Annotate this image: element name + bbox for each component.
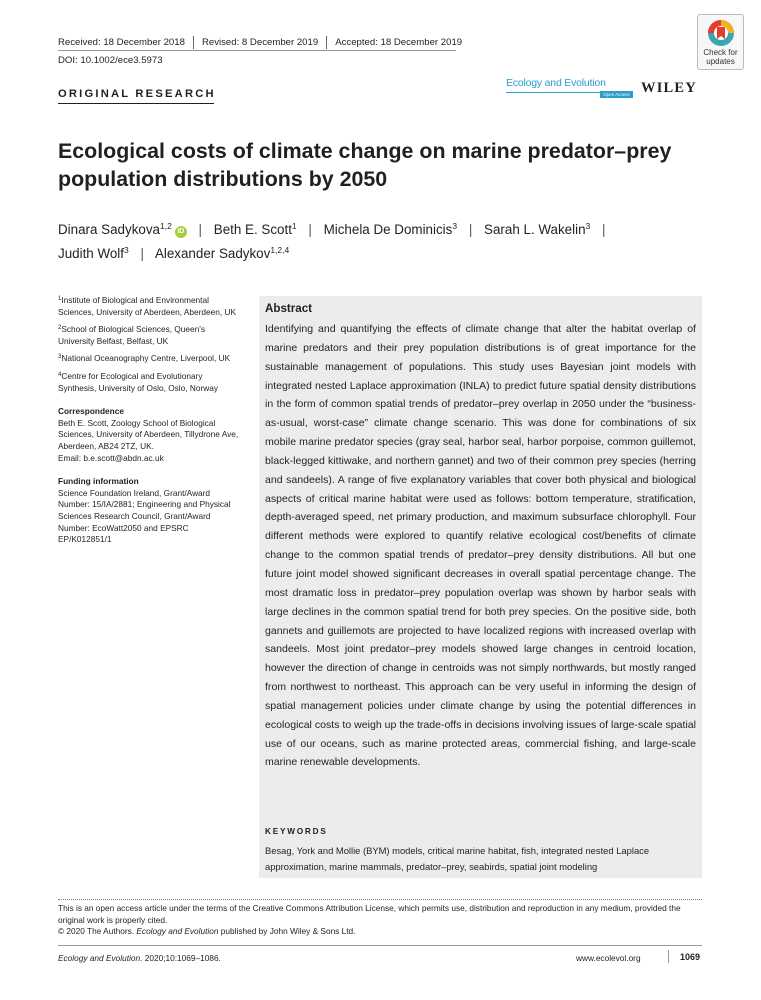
- author-separator: |: [468, 222, 473, 237]
- author-name[interactable]: Alexander Sadykov: [154, 246, 271, 261]
- author-affiliation-sup: 3: [585, 221, 591, 231]
- orcid-icon[interactable]: iD: [175, 226, 187, 238]
- section-label: ORIGINAL RESEARCH: [58, 88, 216, 100]
- affiliation: $^2$School of Biological Sciences, Queen's University Belfast, Belfast, UK: [58, 324, 205, 346]
- correspondence-heading: Correspondence: [58, 406, 124, 417]
- author-separator: |: [198, 222, 203, 237]
- author-affiliation-sup: 1,2: [159, 221, 172, 231]
- author-name[interactable]: Judith Wolf: [58, 246, 124, 261]
- author-affiliation-sup: 3: [124, 245, 129, 255]
- page-number: 1069: [680, 952, 701, 962]
- abstract-heading: Abstract: [265, 302, 313, 315]
- section-rule: [58, 103, 214, 104]
- date-separator: [326, 36, 327, 49]
- affiliation: $^1$Institute of Biological and Environmental Sciences, University of Aberdeen, Aberdeen, UK: [58, 295, 237, 317]
- license-text: This is an open access article under the terms of the Creative Commons Attribution License, which permits use, distribution and reproduction in any medium, provided the original work is properly cited.: [58, 903, 681, 925]
- author-list: [58, 218, 718, 266]
- crossmark-icon: [706, 18, 736, 48]
- abstract-text: Identifying and quantifying the effects of climate change that alter the habitat overlap of marine predators and their prey population distributions is of great importance for the sustainable management of populations. This study uses Bayesian joint models with integrated nested Laplace approximation (INLA) to predict future spatial density distributions in the form of common spatial trends of predator–prey overlap in 2050 under the “business-as-usual, worst-case” climate change scenario. This was done for combinations of six mobile marine predator species (gray seal, harbor seal, harbor porpoise, common guillemot, black-legged kittiwake, and northern gannet) and two of their common prey species (herring and sandeels). A range of five explanatory variables that cover both physical and biological aspects of critical marine habitat were used as follows: bottom temperature, stratification, depth-averaged speed, net primary production, and maximum subsurface chlorophyll. Four different methods were explored to quantify relative ecological cost/benefits of climate change to the common spatial trends of predator–prey density distributions. All but one future joint model showed significant decreases in overall spatial percentage change. The most dramatic loss in predator–prey population overlap was shown by harbor seals with large declines in the common spatial trend for both prey species. On the positive side, both gannets and guillemots are projected to have localized regions with increased overlap with sandeels. Most joint predator–prey models showed large changes in centroid location, however the direction of change in centroids was not simply northwards, but mostly ranged from northwest to northeast. This approach can be very useful in informing the design of spatial management policies under climate change by using the potential differences in ecological costs to weigh up the trade-offs in decisions involving issues of large-scale spatial use of our oceans, such as marine protected areas, commercial fishing, and large-scale marine renewable developments.: [265, 323, 696, 769]
- journal-url-link[interactable]: www.ecolevol.org: [576, 953, 641, 963]
- open-access-badge: Open Access: [600, 91, 633, 98]
- journal-logo-rule: [506, 92, 600, 93]
- footer-citation: Ecology and Evolution. 2020;10:1069–1086.: [58, 953, 221, 963]
- received-date: Received: 18 December 2018: [58, 37, 185, 48]
- accepted-date: Accepted: 18 December 2019: [335, 37, 463, 48]
- author-name[interactable]: Beth E. Scott: [213, 222, 292, 237]
- author-name[interactable]: Michela De Dominicis: [323, 222, 453, 237]
- author-line-2: [58, 242, 718, 266]
- license-rule: [58, 899, 702, 900]
- author-affiliation-sup: 1,2,4: [270, 245, 290, 255]
- author-affiliation-sup: 1: [291, 221, 297, 231]
- check-for-updates-badge[interactable]: [697, 14, 744, 70]
- date-separator: [193, 36, 194, 49]
- funding-text: Science Foundation Ireland, Grant/Award Number: 15/IA/2881; Engineering and Physical Sciences Research Council, Grant/Award Number: EcoWatt2050 and EPSRC EP/K012851/1: [58, 487, 231, 545]
- revised-date: Revised: 8 December 2019: [201, 37, 319, 48]
- author-name[interactable]: Sarah L. Wakelin: [484, 222, 586, 237]
- affiliation: $^4$Centre for Ecological and Evolutionary Synthesis, University of Oslo, Oslo, Norway: [58, 370, 218, 393]
- correspondence-email[interactable]: Email: b.e.scott@abdn.ac.uk: [58, 452, 164, 463]
- correspondence-text: Beth E. Scott, Zoology School of Biological Sciences, University of Aberdeen, Tillydrone Ave, Aberdeen, AB24 2TZ, UK.: [58, 417, 239, 451]
- keywords-heading: KEYWORDS: [265, 827, 328, 836]
- header-rule: [58, 50, 456, 51]
- author-line-1: [58, 218, 718, 242]
- author-name[interactable]: Dinara Sadykova: [58, 222, 160, 237]
- article-title: Ecological costs of climate change on marine predator–prey population distributions by 2050: [58, 139, 672, 191]
- author-separator: |: [308, 222, 312, 237]
- author-separator: |: [602, 222, 606, 237]
- sidebar-info: [58, 295, 243, 546]
- footer-separator: [668, 950, 669, 963]
- keywords-text: Besag, York and Mollie (BYM) models, critical marine habitat, fish, integrated nested Laplace approximation, marine mammals, predator–prey, seabirds, spatial joint modeling: [265, 845, 650, 872]
- copyright-line: © 2020 The Authors. Ecology and Evolution published by John Wiley & Sons Ltd.: [58, 926, 356, 937]
- author-affiliation-sup: 3: [452, 221, 458, 231]
- funding-heading: Funding information: [58, 476, 139, 487]
- footer-rule: [58, 945, 702, 946]
- author-separator: |: [140, 246, 144, 261]
- check-updates-line2: updates: [706, 57, 735, 66]
- publisher-logo[interactable]: WILEY: [641, 80, 697, 96]
- publication-dates: [58, 36, 462, 49]
- check-updates-line1: Check for: [703, 48, 738, 57]
- license-notice: [58, 903, 708, 938]
- doi[interactable]: DOI: 10.1002/ece3.5973: [58, 55, 163, 66]
- journal-logo[interactable]: Ecology and Evolution: [506, 77, 606, 89]
- affiliation: $^3$National Oceanography Centre, Liverpool, UK: [58, 353, 231, 364]
